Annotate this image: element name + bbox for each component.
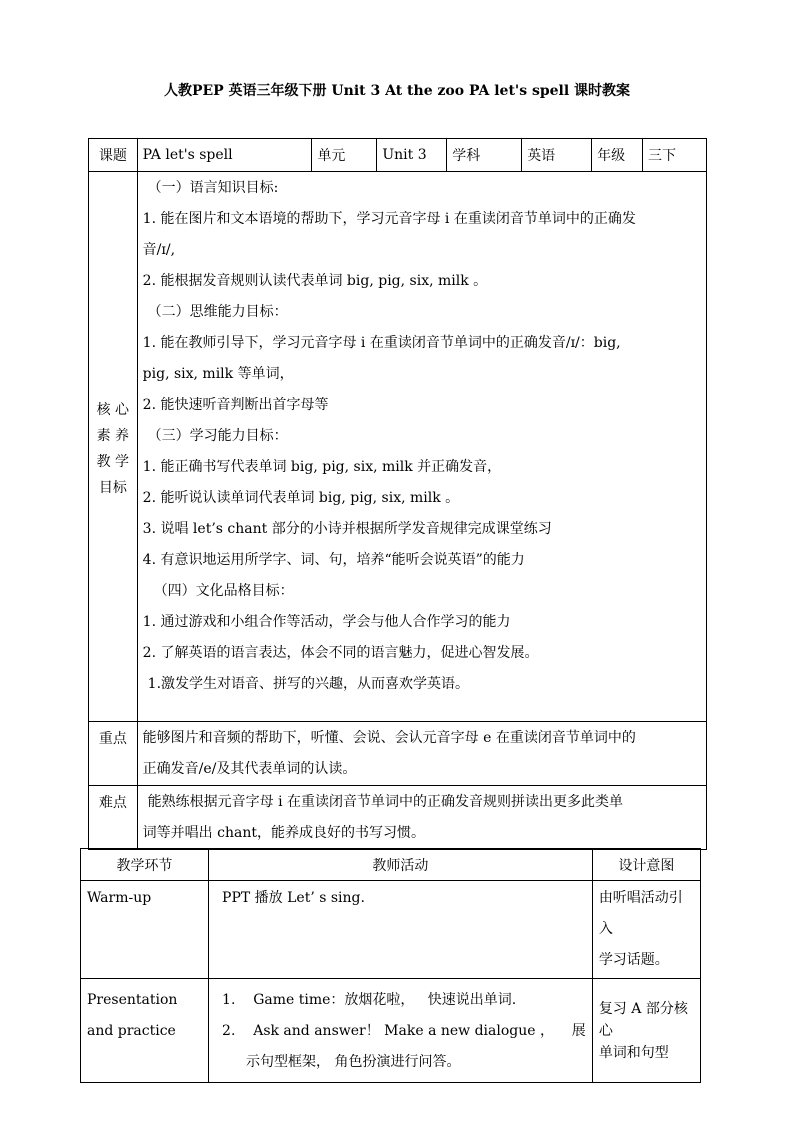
- subject-label: 课题: [89, 139, 138, 172]
- goal-line: 2. 能听说认读单词代表单词 big, pig, six, milk 。: [142, 490, 460, 506]
- activity-line: 1. Game time：放烟花啦， 快速说出单词.: [222, 992, 517, 1008]
- goal-line: 3. 说唱 let’s chant 部分的小诗并根据所学发音规律完成课堂练习: [142, 521, 552, 537]
- activity-cell: [209, 881, 593, 979]
- intent-line: 单词和句型: [598, 1044, 669, 1061]
- header-stage: 教学环节: [81, 849, 209, 881]
- core-goals-label-text: 核 心 素 养 教 学 目标: [96, 401, 130, 496]
- goal-line: （二）思维能力目标：: [147, 304, 288, 320]
- page-title: 人教PEP 英语三年级下册 Unit 3 At the zoo PA let's spell 课时教案: [163, 83, 631, 99]
- key-point-line: 能够图片和音频的帮助下，听懂、会说、会认元音字母 e 在重读闭音节单词中的: [142, 730, 636, 746]
- activity-cell: [209, 979, 593, 1083]
- difficulty-line: 能熟练根据元音字母 i 在重读闭音节单词中的正确发音规则拼读出更多此类单: [147, 794, 624, 810]
- intent-line: 复习 A 部分核心: [598, 1000, 688, 1039]
- goal-line: 4. 有意识地运用所学字、词、句，培养“能听会说英语”的能力: [142, 552, 525, 568]
- goal-line: 1. 能在图片和文本语境的帮助下，学习元音字母 i 在重读闭音节单词中的正确发: [142, 211, 636, 227]
- unit-value: Unit 3: [377, 139, 447, 172]
- header-activity: 教师活动: [209, 849, 593, 881]
- key-point-line: 正确发音/e/及其代表单词的认读。: [142, 761, 357, 777]
- goal-line: 2. 了解英语的语言表达，体会不同的语言魅力，促进心智发展。: [142, 645, 539, 661]
- course-value: 英语: [522, 139, 592, 172]
- course-label: 学科: [447, 139, 522, 172]
- activity-line: PPT 播放 Let’ s sing.: [222, 890, 365, 906]
- difficulty-content: [137, 786, 706, 850]
- goal-line: 音/ɪ/,: [142, 242, 176, 258]
- goal-line: 1. 通过游戏和小组合作等活动，学会与他人合作学习的能力: [142, 614, 511, 630]
- core-goals-row: [89, 172, 707, 722]
- header-intent: 设计意图: [592, 849, 700, 881]
- goal-line: 1. 能在教师引导下，学习元音字母 i 在重读闭音节单词中的正确发音/ɪ/：big,: [142, 335, 621, 351]
- goal-line: 1. 能正确书写代表单词 big, pig, six, milk 并正确发音，: [142, 459, 502, 475]
- difficulty-label: 难点: [89, 786, 138, 850]
- header-row: [89, 139, 707, 172]
- activity-line: 示句型框架， 角色扮演进行问答。: [246, 1054, 461, 1070]
- grade-label: 年级: [592, 139, 643, 172]
- activity-line: 2. Ask and answer！ Make a new dialogue ， 展: [222, 1023, 586, 1039]
- key-point-content: [137, 722, 706, 786]
- intent-cell: [592, 881, 700, 979]
- core-goals-label: [89, 172, 138, 722]
- goal-line: 2. 能根据发音规则认读代表单词 big, pig, six, milk 。: [142, 273, 488, 289]
- goal-line: pig, six, milk 等单词，: [142, 366, 294, 382]
- stage-cell: Presentation and practice: [81, 979, 209, 1083]
- goal-line: （一）语言知识目标:: [147, 180, 279, 196]
- goal-line: （四）文化品格目标：: [153, 583, 294, 599]
- key-point-label: 重点: [89, 722, 138, 786]
- goal-line: 1.激发学生对语音、拼写的兴趣，从而喜欢学英语。: [147, 676, 470, 692]
- difficulty-line: 词等并唱出 chant，能养成良好的书写习惯。: [142, 825, 425, 841]
- core-goals-content: [137, 172, 706, 722]
- intent-line: 学习话题。: [598, 952, 669, 968]
- process-header-row: [81, 849, 701, 881]
- process-row: [81, 881, 701, 979]
- grade-value: 三下: [643, 139, 707, 172]
- intent-line: 由听唱活动引入: [598, 890, 683, 937]
- unit-label: 单元: [312, 139, 377, 172]
- key-point-row: [89, 722, 707, 786]
- lesson-info-table: [88, 138, 707, 850]
- goal-line: （三）学习能力目标：: [147, 428, 288, 444]
- subject-value: PA let's spell: [137, 139, 312, 172]
- teaching-process-table: [80, 848, 701, 1083]
- difficulty-row: [89, 786, 707, 850]
- goal-line: 2. 能快速听音判断出首字母等: [142, 397, 329, 413]
- intent-cell: [592, 979, 700, 1083]
- stage-cell: Warm-up: [81, 881, 209, 979]
- process-row: [81, 979, 701, 1083]
